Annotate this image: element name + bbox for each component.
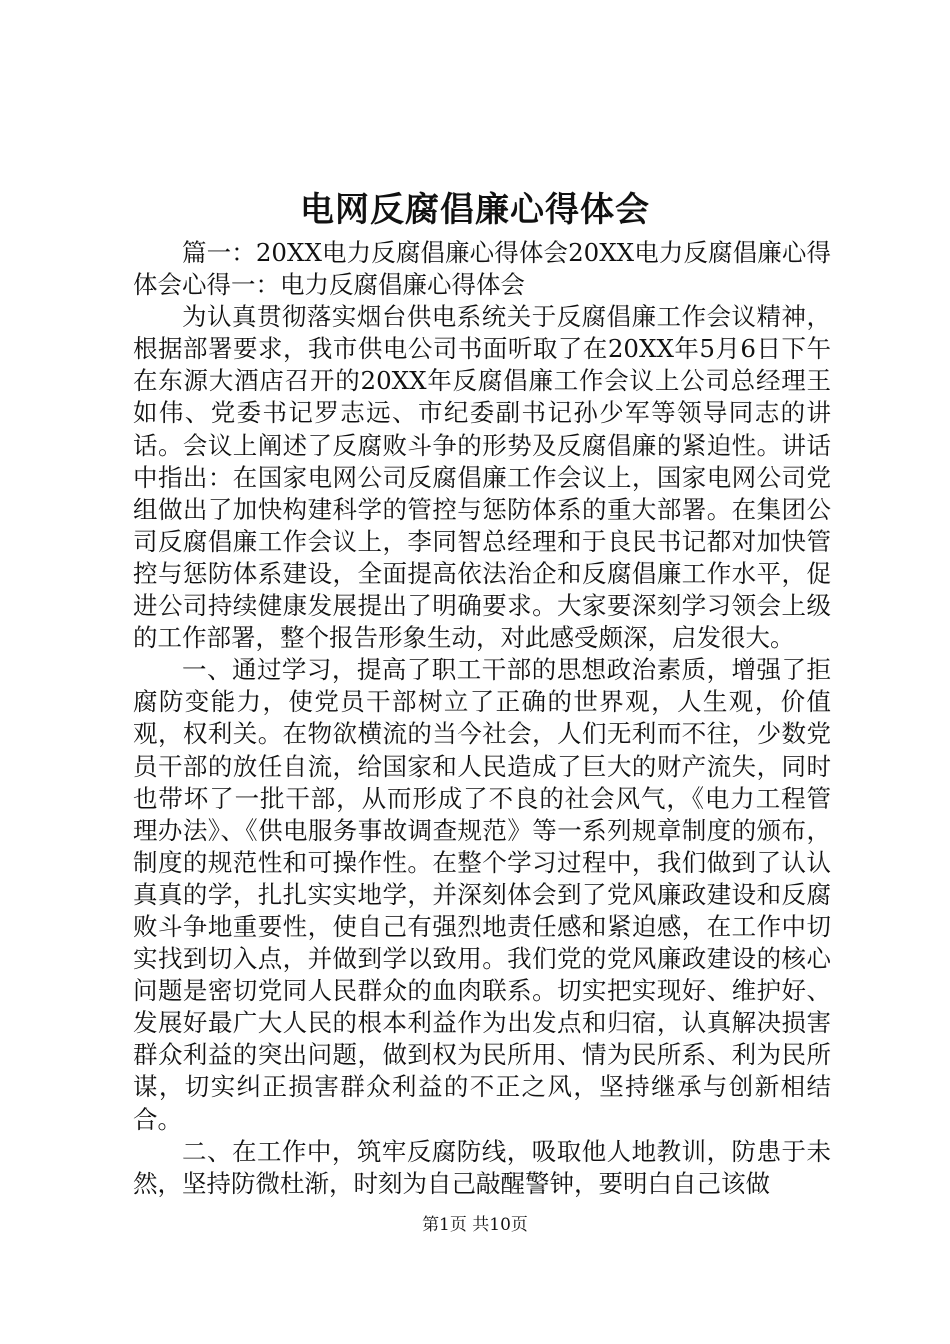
paragraph-intro: 篇一：20XX电力反腐倡廉心得体会20XX电力反腐倡廉心得体会心得一：电力反腐倡廉心得体会 (133, 238, 831, 300)
paragraph-meeting: 为认真贯彻落实烟台供电系统关于反腐倡廉工作会议精神，根据部署要求，我市供电公司书面听取了在20XX年5月6日下午在东源大酒店召开的20XX年反腐倡廉工作会议上公司总经理王如伟、党委书记罗志远、市纪委副书记孙少军等领导同志的讲话。会议上阐述了反腐败斗争的形势及反腐倡廉的紧迫性。讲话中指出：在国家电网公司反腐倡廉工作会议上，国家电网公司党组做出了加快构建科学的管控与惩防体系的重大部署。在集团公司反腐倡廉工作会议上，李同智总经理和于良民书记都对加快管控与惩防体系建设，全面提高依法治企和反腐倡廉工作水平，促进公司持续健康发展提出了明确要求。大家要深刻学习领会上级的工作部署，整个报告形象生动，对此感受颇深，启发很大。 (133, 302, 831, 653)
paragraph-point-two: 二、在工作中，筑牢反腐防线，吸取他人地教训，防患于未然，坚持防微杜渐，时刻为自己敲醒警钟，要明白自己该做 (133, 1136, 831, 1198)
document-body (133, 237, 831, 1200)
paragraph-point-one: 一、通过学习，提高了职工干部的思想政治素质，增强了拒腐防变能力，使党员干部树立了正确的世界观，人生观，价值观，权利关。在物欲横流的当今社会，人们无利而不往，少数党员干部的放任自流，给国家和人民造成了巨大的财产流失，同时也带坏了一批干部，从而形成了不良的社会风气，《电力工程管理办法》、《供电服务事故调查规范》等一系列规章制度的颁布，制度的规范性和可操作性。在整个学习过程中，我们做到了认认真真的学，扎扎实实地学，并深刻体会到了党风廉政建设和反腐败斗争地重要性，使自己有强烈地责任感和紧迫感，在工作中切实找到切入点，并做到学以致用。我们党的党风廉政建设的核心问题是密切党同人民群众的血肉联系。切实把实现好、维护好、发展好最广大人民的根本利益作为出发点和归宿，认真解决损害群众利益的突出问题，做到权为民所用、情为民所系、利为民所谋，切实纠正损害群众利益的不正之风，坚持继承与创新相结合。 (133, 655, 831, 1134)
document-title: 电网反腐倡廉心得体会 (300, 190, 650, 230)
page-number-footer: 第1页 共10页 (422, 1215, 528, 1235)
